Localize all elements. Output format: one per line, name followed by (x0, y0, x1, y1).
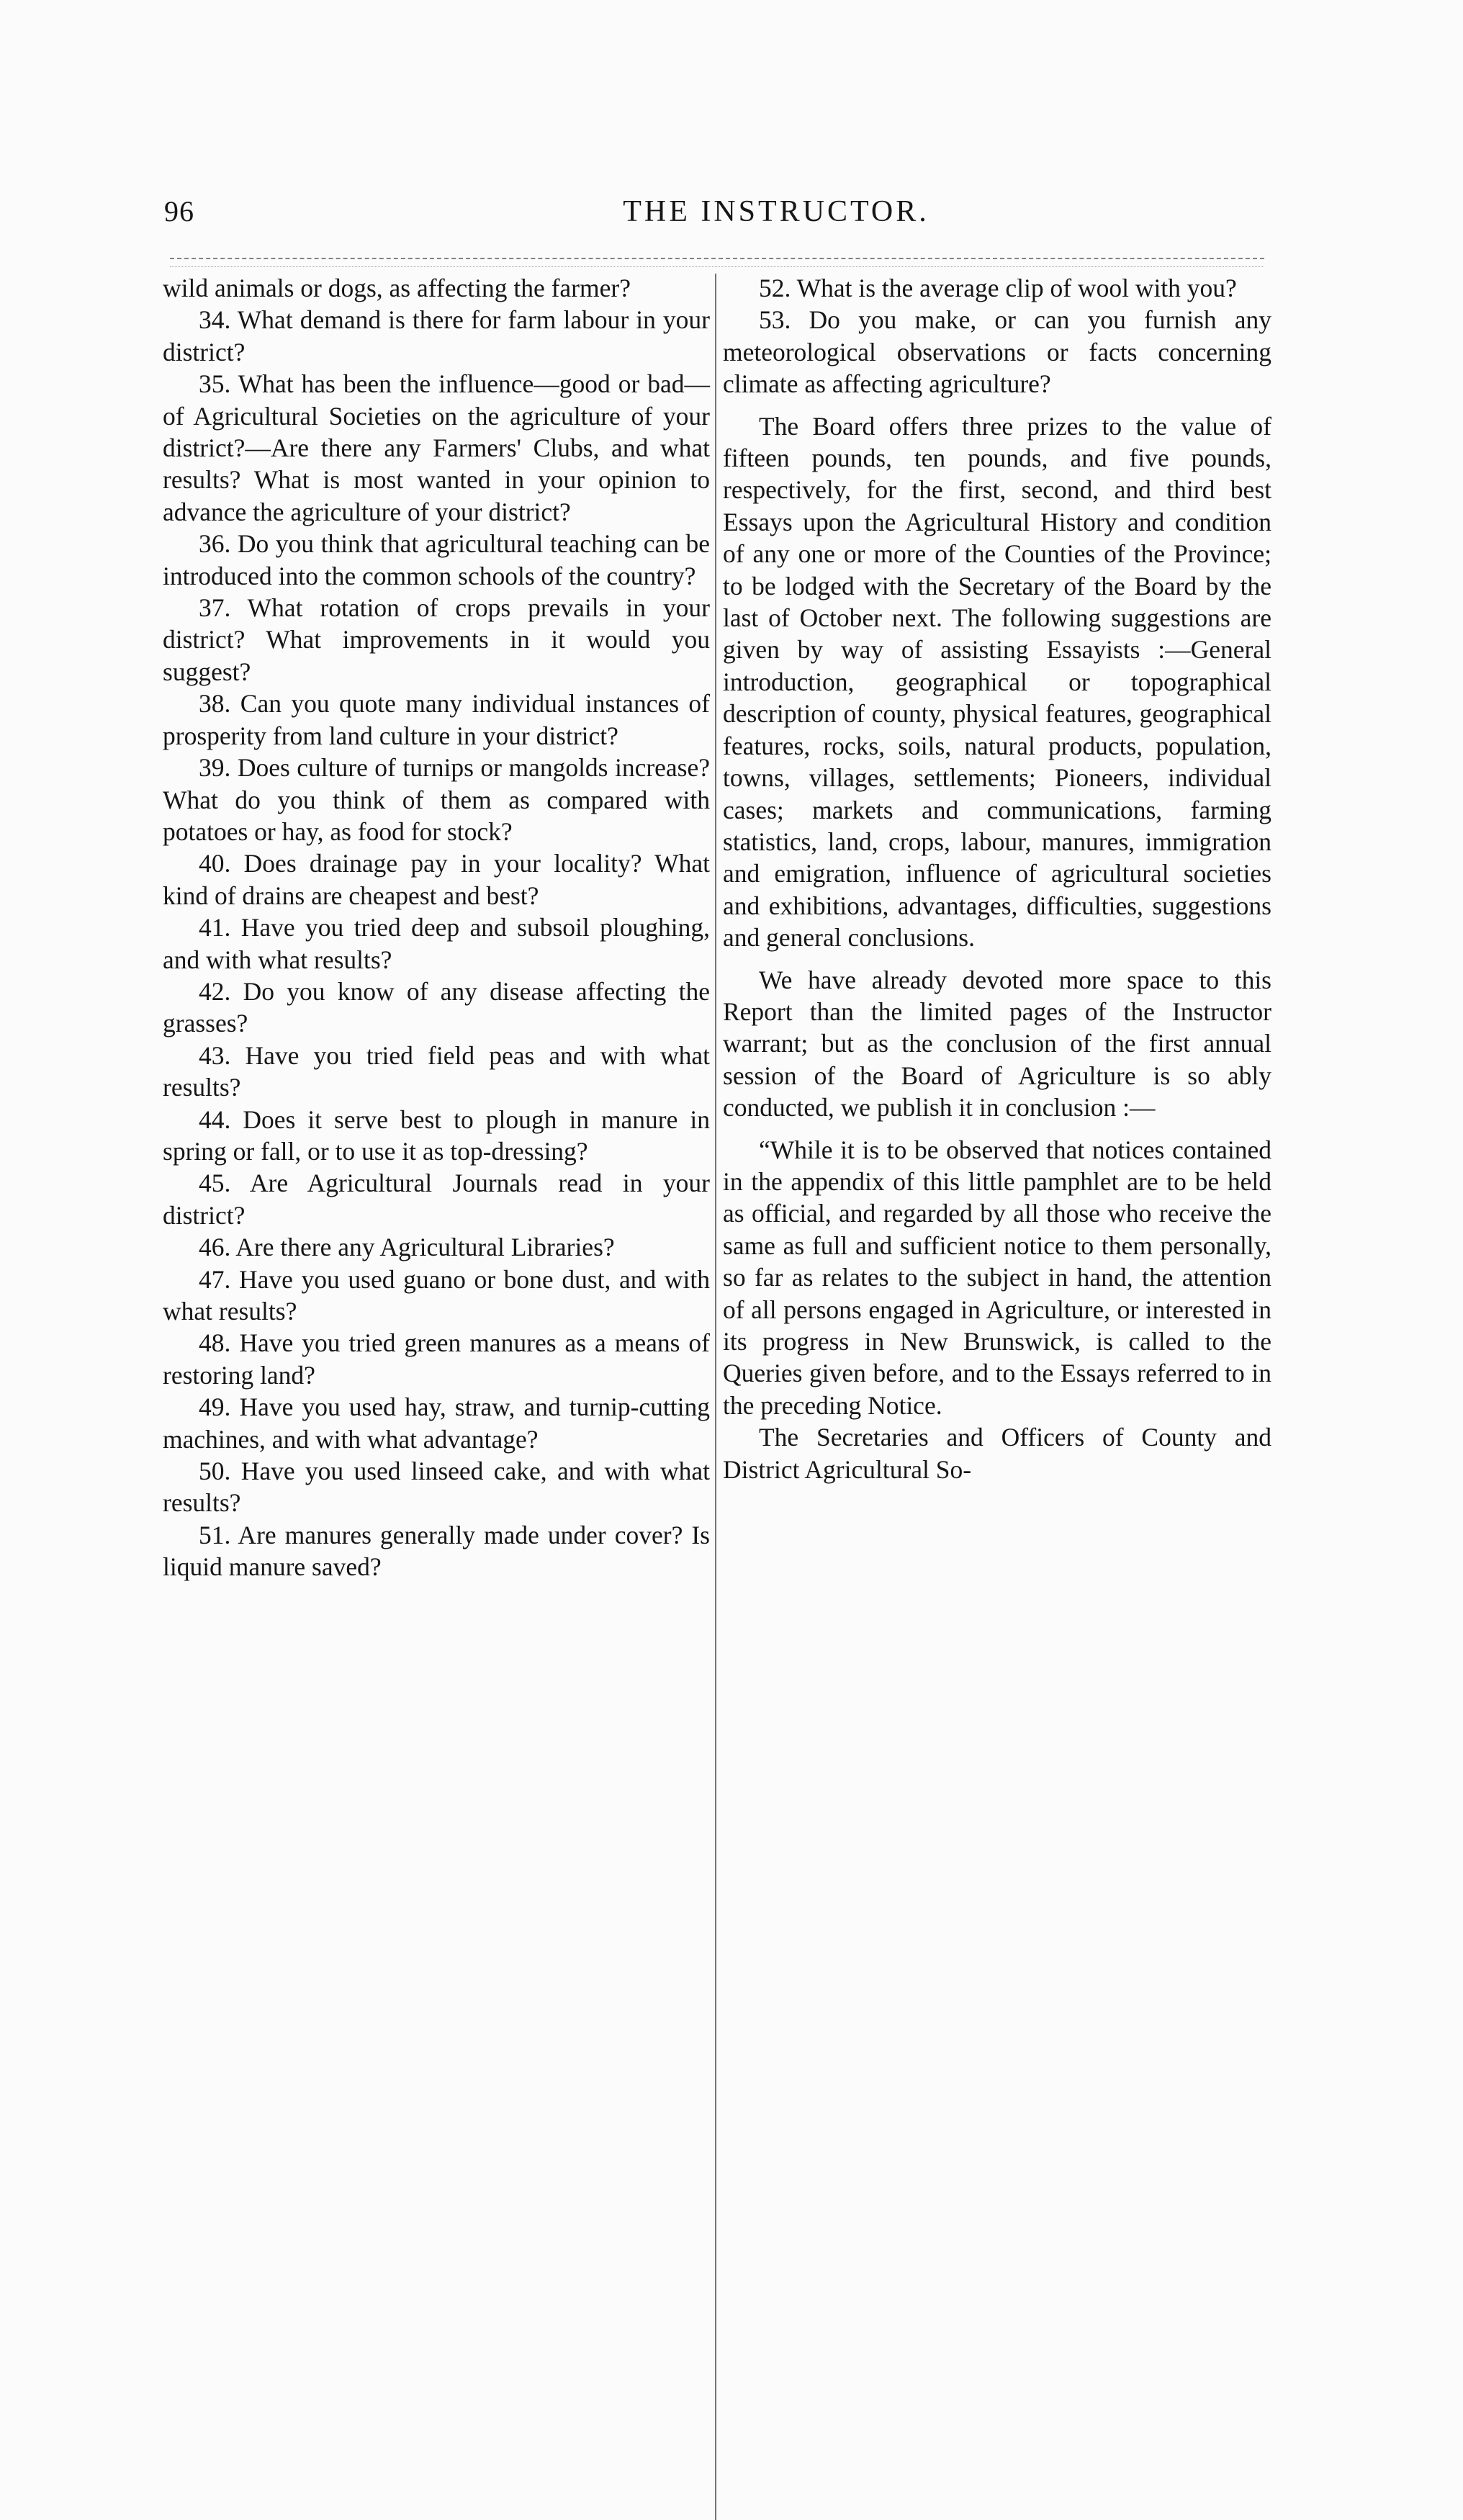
query-48: 48. Have you tried green manures as a means of restoring land? (163, 1328, 710, 1390)
query-41: 41. Have you tried deep and subsoil ploughing, and with what results? (163, 913, 710, 974)
quoted-paragraph: “While it is to be observed that notices contained in the appendix of this little pamphlet are to be held as official, and regarded by all those who receive the same as full and sufficient notice to them personally, so far as relates to the subject in hand, the attention of all persons engaged in Agriculture, or interested in its progress in New Brunswick, is called to the Queries given before, and to the Essays referred to in the preceding Notice. (723, 1135, 1271, 1420)
query-51: 51. Are manures generally made under cover? Is liquid manure saved? (163, 1520, 710, 1582)
query-40: 40. Does drainage pay in your locality? What kind of drains are cheapest and best? (163, 849, 710, 910)
page-header (164, 194, 1266, 245)
query-35: 35. What has been the influence—good or bad—of Agricultural Societies on the agriculture of your district?—Are there any Farmers' Clubs, and what results? What is most wanted in your opinion to advance the agriculture of your district? (163, 369, 710, 526)
query-53: 53. Do you make, or can you furnish any meteorological observations or facts concerning climate as affecting agriculture? (723, 305, 1271, 399)
query-38: 38. Can you quote many individual instances of prosperity from land culture in your district? (163, 689, 710, 750)
query-52: 52. What is the average clip of wool with you? (759, 274, 1237, 302)
column-divider (715, 274, 716, 2520)
query-49: 49. Have you used hay, straw, and turnip-cutting machines, and with what advantage? (163, 1392, 710, 1454)
report-paragraph: We have already devoted more space to this Report than the limited pages of the Instructor warrant; but as the conclusion of the first annual session of the Board of Agriculture is so ably conducted, we publish it in conclusion :— (723, 965, 1271, 1122)
secretaries-paragraph: The Secretaries and Officers of County and District Agricultural So- (723, 1423, 1271, 1484)
query-44: 44. Does it serve best to plough in manure in spring or fall, or to use it as top-dressing? (163, 1104, 710, 1166)
query-45: 45. Are Agricultural Journals read in your district? (163, 1169, 710, 1230)
query-37: 37. What rotation of crops prevails in your district? What improvements in it would you suggest? (163, 593, 710, 686)
right-column (723, 272, 1271, 1485)
query-46: 46. Are there any Agricultural Libraries? (199, 1233, 615, 1262)
query-50: 50. Have you used linseed cake, and with what results? (163, 1457, 710, 1518)
query-43: 43. Have you tried field peas and with what results? (163, 1040, 710, 1102)
header-rule (170, 258, 1264, 267)
running-title: THE INSTRUCTOR. (623, 195, 929, 228)
query-34: 34. What demand is there for farm labour in your district? (163, 305, 710, 366)
query-36: 36. Do you think that agricultural teaching can be introduced into the common schools of the country? (163, 529, 710, 590)
query-47: 47. Have you used guano or bone dust, and with what results? (163, 1264, 710, 1326)
query-39: 39. Does culture of turnips or mangolds increase? What do you think of them as compared with potatoes or hay, as food for stock? (163, 753, 710, 846)
prize-notice-paragraph: The Board offers three prizes to the value of fifteen pounds, ten pounds, and five pounds, respectively, for the first, second, and third best Essays upon the Agricultural History and condition of any one or more of the Counties of the Province; to be lodged with the Secretary of the Board by the last of October next. The following suggestions are given by way of assisting Essayists :—General introduction, geographical or topographical description of county, physical features, geographical features, rocks, soils, natural products, population, towns, villages, settlements; Pioneers, individual cases; markets and communications, farming statistics, land, crops, labour, manures, immigration and emigration, influence of agricultural societies and exhibitions, advantages, difficulties, suggestions and general conclusions. (723, 411, 1271, 953)
page-number: 96 (164, 195, 194, 228)
query-42: 42. Do you know of any disease affecting the grasses? (163, 976, 710, 1038)
left-column (163, 272, 710, 1583)
paragraph: wild animals or dogs, as affecting the farmer? (163, 274, 631, 302)
